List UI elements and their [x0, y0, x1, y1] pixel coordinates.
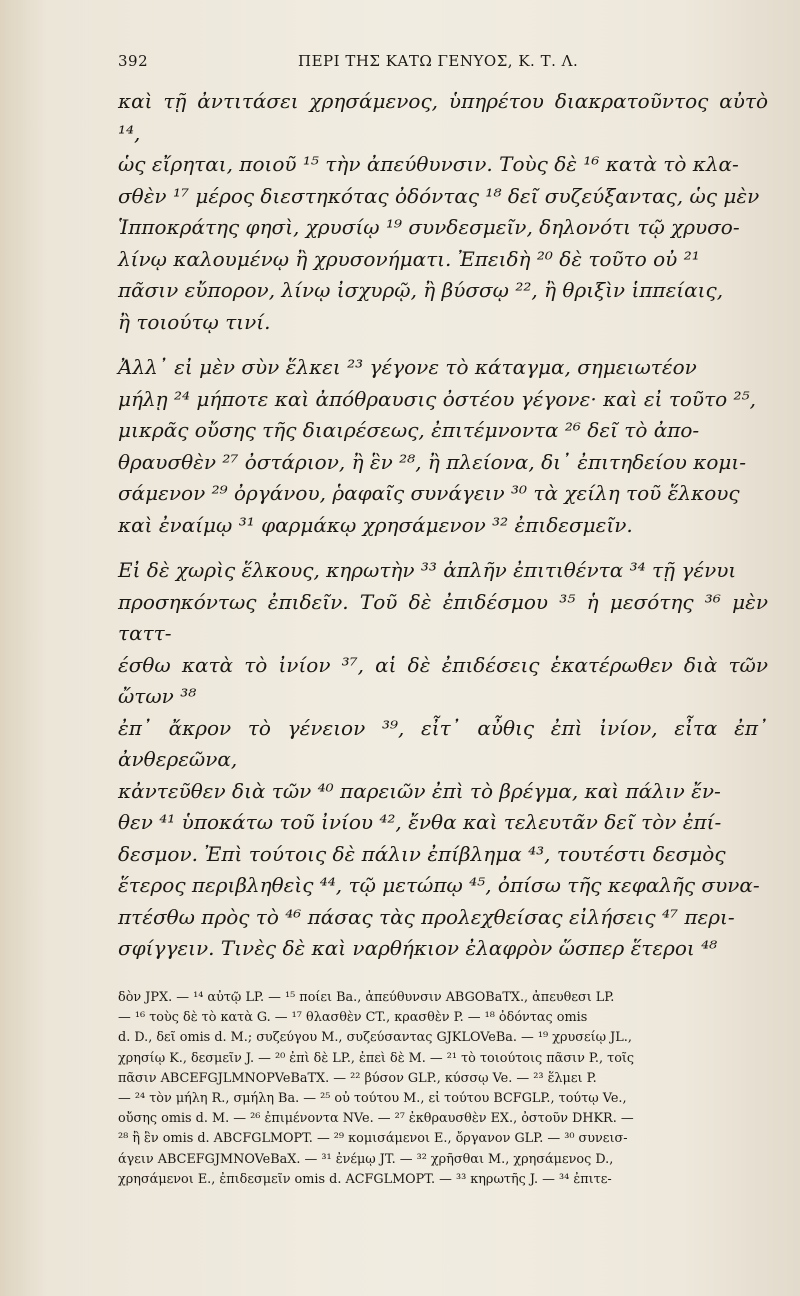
paragraph — [118, 555, 768, 965]
text-line: μήλῃ ²⁴ μήποτε καὶ ἀπόθραυσις ὀστέου γέγονε· καὶ εἰ τοῦτο ²⁵, — [118, 386, 756, 411]
main-text — [118, 86, 768, 965]
text-line: καὶ τῇ ἀντιτάσει χρησάμενος, ὑπηρέτου διακρατοῦντος αὐτὸ ¹⁴, — [118, 89, 768, 145]
footnote-line: πᾶσιν ABCEFGJLMNOPVeBaTX. — ²² βύσον GLP., κύσσῳ Ve. — ²³ ἕλμει P. — [118, 1070, 597, 1086]
paragraph — [118, 352, 768, 541]
text-line: θεν ⁴¹ ὑποκάτω τοῦ ἰνίου ⁴², ἔνθα καὶ τελευτᾶν δεῖ τὸν ἐπί- — [118, 810, 722, 834]
footnote-line: χρησάμενοι E., ἐπιδεσμεῖν omis d. ACFGLMOPT. — ³³ κηρωτῆς J. — ³⁴ ἐπιτε- — [118, 1171, 612, 1187]
text-line: καὶ ἐναίμῳ ³¹ φαρμάκῳ χρησάμενον ³² ἐπιδεσμεῖν. — [118, 512, 633, 537]
text-line: Ἱπποκράτης φησὶ, χρυσίῳ ¹⁹ συνδεσμεῖν, δηλονότι τῷ χρυσο- — [118, 215, 740, 239]
footnote-line: δὸν JPX. — ¹⁴ αὐτῷ LP. — ¹⁵ ποίει Ba., ἀπεύθυνσιν ABGOBaTX., ἀπευθεσι LP. — [118, 990, 615, 1005]
text-line: σθὲν ¹⁷ μέρος διεστηκότας ὀδόντας ¹⁸ δεῖ συζεύξαντας, ὡς μὲν — [118, 183, 760, 208]
footnote-line: άγειν ABCEFGJMNOVeBaX. — ³¹ ἐνέμῳ JT. — ³² χρῆσθαι M., χρησάμενος D., — [118, 1151, 614, 1167]
text-line: πᾶσιν εὔπορον, λίνῳ ἰσχυρῷ, ἢ βύσσῳ ²², ἢ θριξὶν ἱππείαις, — [118, 278, 724, 302]
text-line: δεσμον. Ἐπὶ τούτοις δὲ πάλιν ἐπίβλημα ⁴³, τουτέστι δεσμὸς — [118, 841, 726, 866]
text-line: ἐπ᾽ ἄκρον τὸ γένειον ³⁹, εἶτ᾽ αὖθις ἐπὶ ἰνίον, εἶτα ἐπ᾽ ἀνθερεῶνα, — [118, 715, 768, 771]
footnote-line: d. D., δεῖ omis d. M.; συζεύγου M., συζεύσαντας GJKLOVeBa. — ¹⁹ χρυσείῳ JL., — [118, 1030, 632, 1046]
footnote-line: ²⁸ ἢ ἓν omis d. ABCFGLMOPT. — ²⁹ κομισάμενοι E., ὄργανον GLP. — ³⁰ συνεισ- — [118, 1131, 628, 1147]
footnotes — [118, 988, 778, 1190]
footnote-line: — ²⁴ τὸν μήλη R., σμήλη Ba. — ²⁵ οὐ τούτου M., εἰ τούτου BCFGLP., τούτῳ Ve., — [118, 1091, 627, 1107]
footnote-block — [118, 988, 778, 1190]
text-line: προσηκόντως ἐπιδεῖν. Τοῦ δὲ ἐπιδέσμου ³⁵ ἡ μεσότης ³⁶ μὲν ταττ- — [118, 589, 768, 645]
footnote-line: οὔσης omis d. M. — ²⁶ ἐπιμένοντα NVe. — ²⁷ ἐκθραυσθὲν EX., ὀστοῦν DHKR. — — [118, 1111, 634, 1127]
text-line: ὡς εἴρηται, ποιοῦ ¹⁵ τὴν ἀπεύθυνσιν. Τοὺς δὲ ¹⁶ κατὰ τὸ κλα- — [118, 152, 739, 176]
text-line: σφίγγειν. Τινὲς δὲ καὶ ναρθήκιον ἐλαφρὸν ὥσπερ ἕτεροι ⁴⁸ — [118, 936, 718, 960]
text-line: έσθω κατὰ τὸ ἰνίον ³⁷, αἱ δὲ ἐπιδέσεις ἑκατέρωθεν διὰ τῶν ὤτων ³⁸ — [118, 652, 768, 708]
text-line: πτέσθω πρὸς τὸ ⁴⁶ πάσας τὰς προλεχθείσας εἰλήσεις ⁴⁷ περι- — [118, 904, 735, 929]
footnote-line: χρησίῳ K., δεσμεῖν J. — ²⁰ ἐπὶ δὲ LP., ἐπεὶ δὲ M. — ²¹ τὸ τοιούτοις πᾶσιν P., τοῖς — [118, 1050, 635, 1066]
text-line: λίνῳ καλουμένῳ ἢ χρυσονήματι. Ἐπειδὴ ²⁰ δὲ τοῦτο οὐ ²¹ — [118, 246, 700, 271]
text-line: κἀντεῦθεν διὰ τῶν ⁴⁰ παρειῶν ἐπὶ τὸ βρέγμα, καὶ πάλιν ἔν- — [118, 778, 721, 803]
text-line: σάμενον ²⁹ ὀργάνου, ῥαφαῖς συνάγειν ³⁰ τὰ χείλη τοῦ ἕλκους — [118, 481, 740, 505]
text-line: θραυσθὲν ²⁷ ὀστάριον, ἢ ἓν ²⁸, ἢ πλείονα, δι᾽ ἐπιτηδείου κομι- — [118, 449, 746, 474]
text-line: ἕτερος περιβληθεὶς ⁴⁴, τῷ μετώπῳ ⁴⁵, ὀπίσω τῆς κεφαλῆς συνα- — [118, 873, 760, 897]
running-title: ΠΕΡΙ ΤΗΣ ΚΑΤΩ ΓΕΝΥΟΣ, Κ. Τ. Λ. — [298, 52, 579, 70]
text-line: μικρᾶς οὔσης τῆς διαιρέσεως, ἐπιτέμνοντα ²⁶ δεῖ τὸ ἀπο- — [118, 418, 700, 442]
footnote-line: — ¹⁶ τοὺς δὲ τὸ κατὰ G. — ¹⁷ θλασθὲν CT., κρασθὲν P. — ¹⁸ ὀδόντας omis — [118, 1010, 588, 1026]
page-number: 392 — [118, 52, 149, 70]
text-line: Ἀλλ᾽ εἰ μὲν σὺν ἕλκει ²³ γέγονε τὸ κάταγμα, σημειωτέον — [118, 355, 697, 379]
paragraph — [118, 86, 768, 338]
text-line: ἢ τοιούτῳ τινί. — [118, 309, 271, 334]
text-line: Εἰ δὲ χωρὶς ἕλκους, κηρωτὴν ³³ ἁπλῆν ἐπιτιθέντα ³⁴ τῇ γένυι — [118, 558, 737, 582]
